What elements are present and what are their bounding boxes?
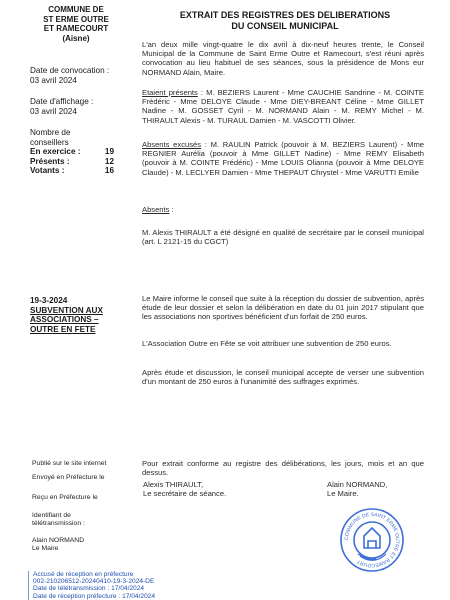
- convocation-value: 03 avril 2024: [30, 76, 77, 85]
- publie-label: Publié sur le site internet: [32, 460, 107, 467]
- deliberation-title-line: ASSOCIATIONS –: [30, 315, 99, 324]
- header-line: EXTRAIT DES REGISTRES DES DELIBERATIONS: [179, 10, 391, 20]
- deliberation-title-line: SUBVENTION AUX: [30, 305, 103, 315]
- commune-department: (Aisne): [62, 33, 90, 43]
- receipt-line: 002-210206512-20240410-19-3-2024-DE: [33, 578, 155, 586]
- secretary-paragraph: M. Alexis THIRAULT a été désigné en qualité de secrétaire par le conseil municipal (art. L 2121-15 du CGCT): [142, 228, 424, 247]
- counts-label: Nombre de: [30, 128, 71, 137]
- secretary-role: Le secrétaire de séance.: [143, 489, 227, 499]
- deliberation-paragraph-1: Le Maire informe le conseil que suite à la réception du dossier de subvention, après étude de leur dossier et selon la délibération en date du 01 juin 2017 stipulant que les associations non sportives bénéficient d'un forfait de 250 euros.: [142, 294, 424, 322]
- intro-paragraph: L'an deux mille vingt-quatre le dix avril à dix-neuf heures trente, le Conseil Municipal de la Commune de Saint Erme Outre et Ramecourt, s'est réuni après convocation au lieu habituel de ses séances, sous la présidence de Mons eur NORMAND Alain, Maire.: [142, 40, 424, 77]
- absents-label: Absents: [142, 205, 170, 214]
- deliberation-title-line: OUTRE EN FETE: [30, 324, 96, 334]
- maire-signature: [327, 480, 387, 498]
- count-row-presents: [30, 157, 114, 167]
- deliberation-section: [30, 296, 130, 334]
- presents-text: : M. BEZIERS Laurent - Mme CAUCHIE Sandrine - M. COINTE Frédéric - Mme DELOYE Claude - Mme DIEY-BREANT Céline - Mme GILLET Nadine - M. GOSSET Cyril - M. NORMAND Alain - M. REMY Michel - M. THIRAULT Alexis - M. TURAUL Damien - M. VASCOTTI Olivier.: [142, 88, 424, 125]
- count-row-exercice: [30, 147, 114, 157]
- recu-label: Reçu en Préfecture le: [32, 494, 98, 501]
- seal-outer-ring: [341, 509, 403, 571]
- identifiant-line: Identifiant de: [32, 512, 71, 519]
- document-header: [160, 10, 410, 31]
- convocation-date: [30, 66, 109, 86]
- official-seal-icon: [338, 506, 406, 574]
- secretary-signature: [143, 480, 226, 498]
- councillor-counts: [30, 128, 114, 176]
- maire-footer-role: Le Maire: [32, 545, 59, 552]
- affichage-value: 03 avril 2024: [30, 107, 77, 116]
- envoye-label: Envoyé en Préfecture le: [32, 474, 105, 481]
- prefecture-receipt: [28, 571, 203, 600]
- deliberation-paragraph-3: Après étude et discussion, le conseil municipal accepte de verser une subvention d'un montant de 250 euros à l'unanimité des suffrages exprimés.: [142, 368, 424, 387]
- maire-name: Alain NORMAND,: [327, 480, 388, 489]
- affichage-date: [30, 97, 93, 117]
- excuses-text: : M. RAULIN Patrick (pouvoir à M. BEZIERS Laurent) - Mme REGNIER Aurélia (pouvoir à Mme GILLET Nadine) - Mme REMY Elisabeth (pouvoir à M. COINTE Frédéric) - Mme LOUIS Olianna (pouvoir à Mme DELOYE Claude) - M. LECLYER Damien - Mme THEPAUT Chrystel - Mme VARUTTI Emilie: [142, 140, 424, 177]
- count-label: Votants :: [30, 166, 65, 176]
- count-value: 16: [104, 166, 114, 176]
- commune-name-line: ET RAMECOURT: [43, 24, 109, 33]
- maire-role: Le Maire.: [327, 489, 359, 499]
- commune-name-line: COMMUNE DE: [48, 5, 104, 14]
- presents-label: Etaient présents: [142, 88, 198, 97]
- excuses-label: Absents excusés: [142, 140, 202, 149]
- identifiant-line: télétransmission :: [32, 520, 85, 527]
- commune-name-line: ST ERME OUTRE: [43, 14, 109, 24]
- count-label: En exercice :: [30, 147, 81, 157]
- count-label: Présents :: [30, 156, 70, 166]
- receipt-line: Date de télétransmission : 17/04/2024: [33, 585, 145, 593]
- count-value: 12: [104, 156, 114, 166]
- maire-footer-name: Alain NORMAND: [32, 537, 85, 544]
- seal-building: [364, 528, 380, 548]
- receipt-line: Date de réception préfecture : 17/04/2024: [33, 592, 156, 600]
- absents-paragraph: [142, 205, 424, 214]
- seal-ring-text: COMMUNE DE SAINT ERME OUTRE ET RAMECOURT: [343, 511, 401, 569]
- absents-text: :: [169, 205, 174, 214]
- affichage-label: Date d'affichage :: [30, 97, 94, 106]
- header-line: DU CONSEIL MUNICIPAL: [231, 20, 339, 31]
- receipt-line: Accusé de réception en préfecture: [33, 571, 134, 578]
- convocation-label: Date de convocation :: [30, 66, 110, 75]
- maire-footer: [32, 537, 84, 553]
- closing-paragraph: Pour extrait conforme au registre des délibérations, les jours, mois et an que dessus.: [142, 459, 424, 478]
- excuses-paragraph: [142, 140, 424, 177]
- seal-door: [368, 541, 376, 548]
- deliberation-paragraph-2: L'Association Outre en Fête se voit attribuer une subvention de 250 euros.: [142, 339, 392, 348]
- count-row-votants: [30, 166, 114, 176]
- counts-label: conseillers: [30, 137, 69, 147]
- identifiant-label: [32, 512, 85, 528]
- count-value: 19: [104, 147, 114, 157]
- deliberation-number: 19-3-2024: [30, 296, 68, 305]
- secretary-name: Alexis THIRAULT,: [143, 480, 204, 489]
- presents-paragraph: [142, 88, 424, 125]
- commune-heading: [26, 5, 126, 43]
